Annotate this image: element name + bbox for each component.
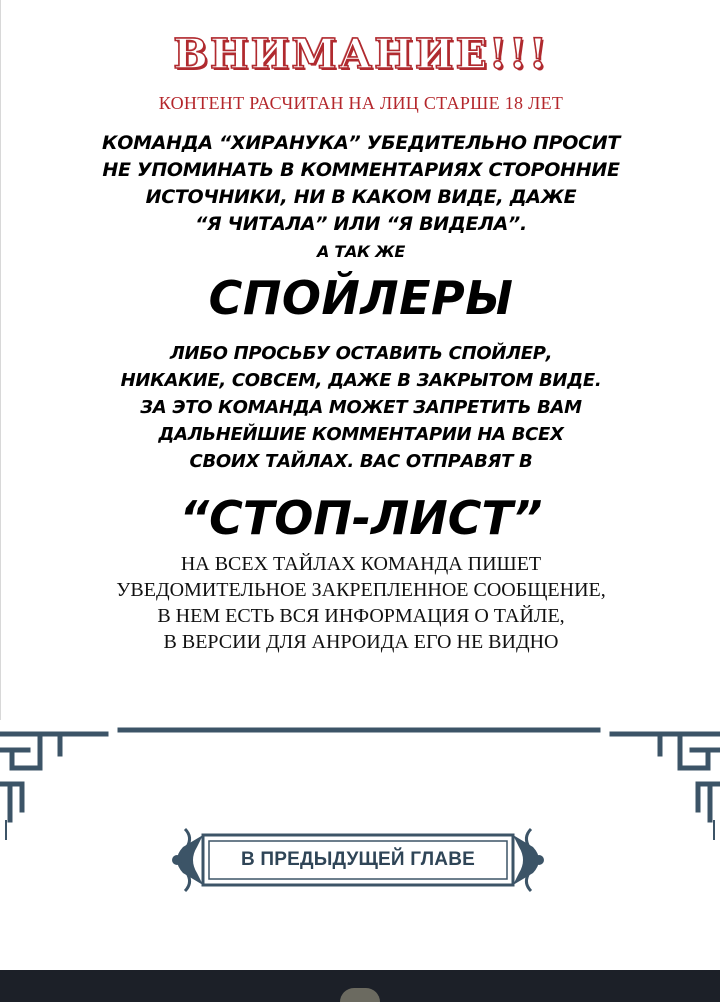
stop-list-headline: “СТОП-ЛИСТ”: [179, 491, 543, 545]
preview-shape: [340, 988, 380, 1002]
notice-line: В НЕМ ЕСТЬ ВСЯ ИНФОРМАЦИЯ О ТАЙЛЕ,: [157, 605, 565, 627]
notice-block-3: [1, 551, 720, 655]
notice-line: “Я ЧИТАЛА” ИЛИ “Я ВИДЕЛА”.: [195, 213, 527, 235]
spoilers-headline: СПОЙЛЕРЫ: [208, 271, 514, 325]
notice-line: ЗА ЭТО КОМАНДА МОЖЕТ ЗАПРЕТИТЬ ВАМ: [140, 397, 582, 418]
notice-line: УВЕДОМИТЕЛЬНОЕ ЗАКРЕПЛЕННОЕ СООБЩЕНИЕ,: [116, 579, 606, 601]
notice-line: НИКАКИЕ, СОВСЕМ, ДАЖЕ В ЗАКРЫТОМ ВИДЕ.: [120, 370, 602, 391]
notice-line: ИСТОЧНИКИ, НИ В КАКОМ ВИДЕ, ДАЖЕ: [145, 186, 577, 208]
notice-block-2: [1, 340, 720, 475]
previous-chapter-link[interactable]: В ПРЕДЫДУЩЕЙ ГЛАВЕ: [240, 849, 476, 870]
notice-line: КОМАНДА “ХИРАНУКА” УБЕДИТЕЛЬНО ПРОСИТ: [102, 132, 620, 154]
next-panel-preview: [0, 970, 720, 1002]
notice-line: НЕ УПОМИНАТЬ В КОММЕНТАРИЯХ СТОРОННИЕ: [102, 159, 620, 181]
warning-title: ВНИМАНИЕ!!!: [173, 30, 549, 78]
notice-line: В ВЕРСИИ ДЛЯ АНРОИДА ЕГО НЕ ВИДНО: [163, 631, 559, 653]
age-warning: КОНТЕНТ РАСЧИТАН НА ЛИЦ СТАРШЕ 18 ЛЕТ: [158, 93, 564, 113]
notice-line: ДАЛЬНЕЙШИЕ КОММЕНТАРИИ НА ВСЕХ: [158, 424, 564, 445]
notice-block-1: [1, 130, 720, 265]
notice-line: А ТАК ЖЕ: [316, 242, 405, 261]
notice-line: СВОИХ ТАЙЛАХ. ВАС ОТПРАВЯТ В: [189, 451, 533, 472]
notice-line: ЛИБО ПРОСЬБУ ОСТАВИТЬ СПОЙЛЕР,: [169, 343, 553, 364]
notice-line: НА ВСЕХ ТАЙЛАХ КОМАНДА ПИШЕТ: [180, 553, 542, 575]
